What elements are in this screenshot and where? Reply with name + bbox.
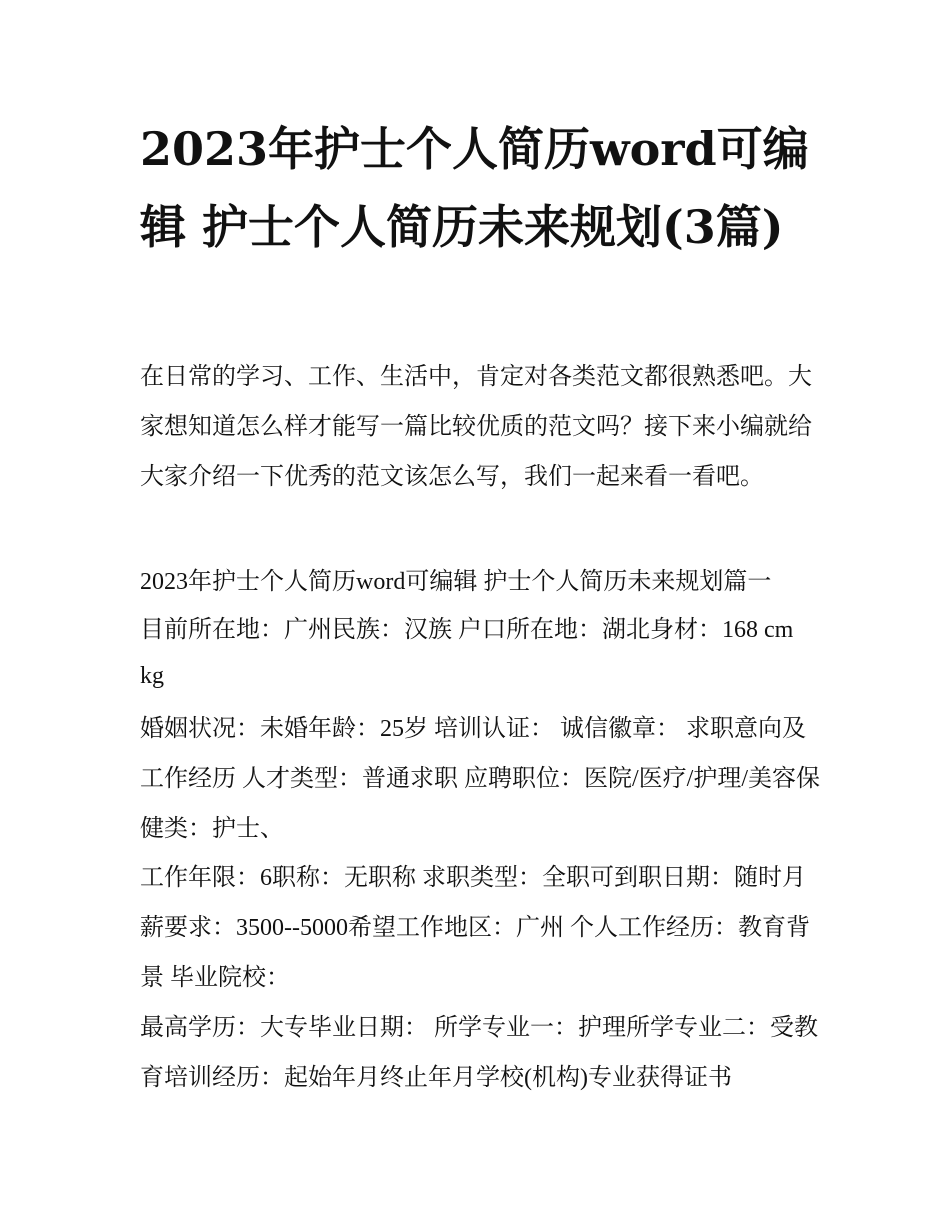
basic-info-paragraph [140, 607, 820, 699]
basic-info-text: 目前所在地：广州民族：汉族 户口所在地：湖北身材：168 cm kg [140, 617, 794, 689]
work-info-paragraph [140, 853, 820, 1003]
section-heading-text: 2023年护士个人简历word可编辑 护士个人简历未来规划篇一 [140, 569, 772, 595]
marital-info-text: 婚姻状况：未婚年龄：25岁 培训认证： 诚信徽章： 求职意向及工作经历 人才类型：普通求职 应聘职位：医院/医疗/护理/美容保健类：护士、 [140, 716, 821, 842]
intro-paragraph [140, 352, 820, 502]
document-title: 2023年护士个人简历word可编辑 护士个人简历未来规划(3篇) [140, 122, 809, 254]
work-info-text: 工作年限：6职称：无职称 求职类型：全职可到职日期：随时月薪要求：3500--5000希望工作地区：广州 个人工作经历：教育背景 毕业院校： [140, 865, 810, 991]
intro-text: 在日常的学习、工作、生活中，肯定对各类范文都很熟悉吧。大家想知道怎么样才能写一篇比较优质的范文吗？接下来小编就给大家介绍一下优秀的范文该怎么写，我们一起来看一看吧。 [140, 364, 812, 490]
education-info-text: 最高学历：大专毕业日期： 所学专业一：护理所学专业二：受教育培训经历：起始年月终止年月学校(机构)专业获得证书 [140, 1015, 818, 1091]
education-info-paragraph [140, 1003, 820, 1103]
section-heading-paragraph [140, 557, 820, 607]
marital-info-paragraph [140, 704, 820, 854]
